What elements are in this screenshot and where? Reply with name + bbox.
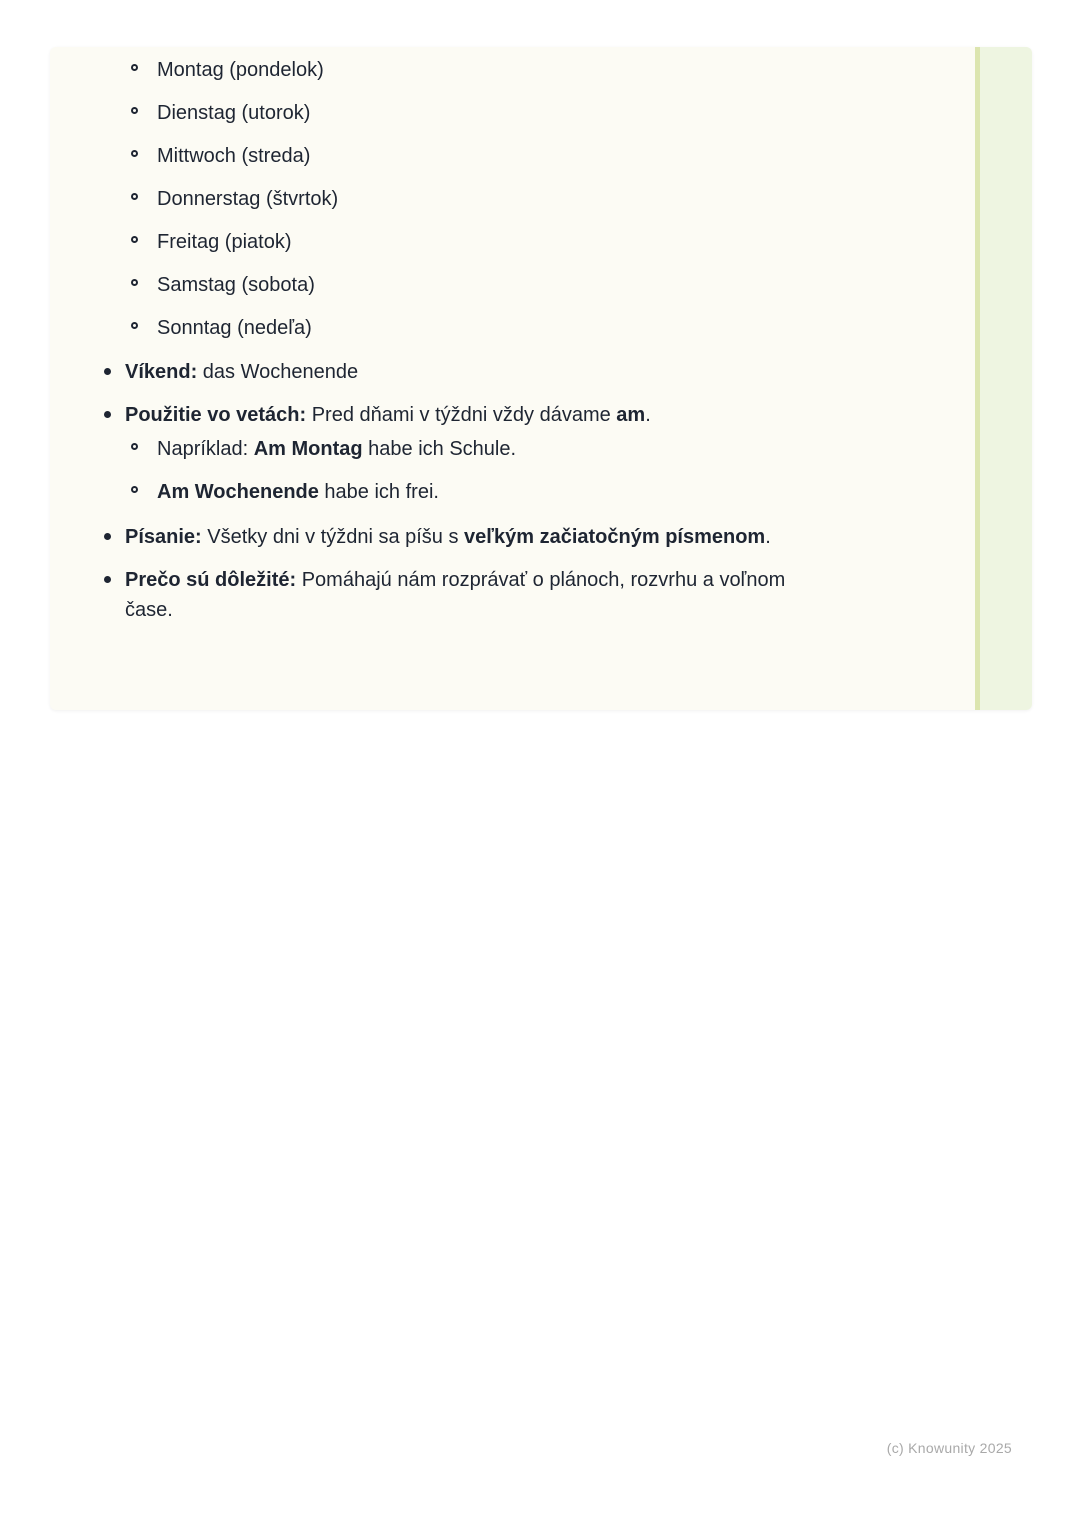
list-item-text: Montag (pondelok) xyxy=(157,59,324,81)
list-item-text: Prečo sú dôležité: Pomáhajú nám rozprávať o plánoch, rozvrhu a voľnom čase. xyxy=(125,569,786,621)
bullet-circle-icon xyxy=(131,150,138,157)
list-item-text: Napríklad: Am Montag habe ich Schule. xyxy=(157,438,517,460)
list-item-text: Samstag (sobota) xyxy=(157,274,315,296)
notes-card xyxy=(50,47,1032,710)
bullet-circle-icon xyxy=(131,322,138,329)
note-list-item xyxy=(50,434,975,464)
list-item-text: Písanie: Všetky dni v týždni sa píšu s veľkým začiatočným písmenom. xyxy=(125,526,771,548)
days-list xyxy=(50,56,975,342)
bullet-circle-icon xyxy=(131,64,138,71)
note-list-item xyxy=(50,357,975,387)
list-item-text: Donnerstag (štvrtok) xyxy=(157,188,339,210)
note-list-item xyxy=(50,400,975,430)
day-list-item xyxy=(50,99,975,127)
list-item-text: Sonntag (nedeľa) xyxy=(157,317,312,339)
day-list-item xyxy=(50,271,975,299)
note-list-item xyxy=(50,565,975,625)
note-list-item xyxy=(50,477,975,507)
list-item-text: Víkend: das Wochenende xyxy=(125,361,359,383)
day-list-item xyxy=(50,314,975,342)
green-margin-stripe xyxy=(975,47,1032,710)
day-list-item xyxy=(50,185,975,213)
bullet-circle-icon xyxy=(131,193,138,200)
bullet-disc-icon xyxy=(104,368,111,375)
bullet-circle-icon xyxy=(131,443,138,450)
note-list-item xyxy=(50,522,975,552)
bullet-disc-icon xyxy=(104,411,111,418)
bullet-circle-icon xyxy=(131,279,138,286)
bullet-circle-icon xyxy=(131,486,138,493)
bullet-disc-icon xyxy=(104,533,111,540)
day-list-item xyxy=(50,56,975,84)
bullet-circle-icon xyxy=(131,236,138,243)
bullet-circle-icon xyxy=(131,107,138,114)
list-item-text: Mittwoch (streda) xyxy=(157,145,311,167)
list-item-text: Freitag (piatok) xyxy=(157,231,292,253)
notes-list xyxy=(50,357,975,625)
copyright-footer: (c) Knowunity 2025 xyxy=(886,1440,1012,1456)
day-list-item xyxy=(50,142,975,170)
bullet-disc-icon xyxy=(104,576,111,583)
list-item-text: Dienstag (utorok) xyxy=(157,102,311,124)
list-item-text: Am Wochenende habe ich frei. xyxy=(157,481,439,503)
day-list-item xyxy=(50,228,975,256)
list-item-text: Použitie vo vetách: Pred dňami v týždni vždy dávame am. xyxy=(125,404,651,426)
notes-card-content xyxy=(50,47,975,710)
